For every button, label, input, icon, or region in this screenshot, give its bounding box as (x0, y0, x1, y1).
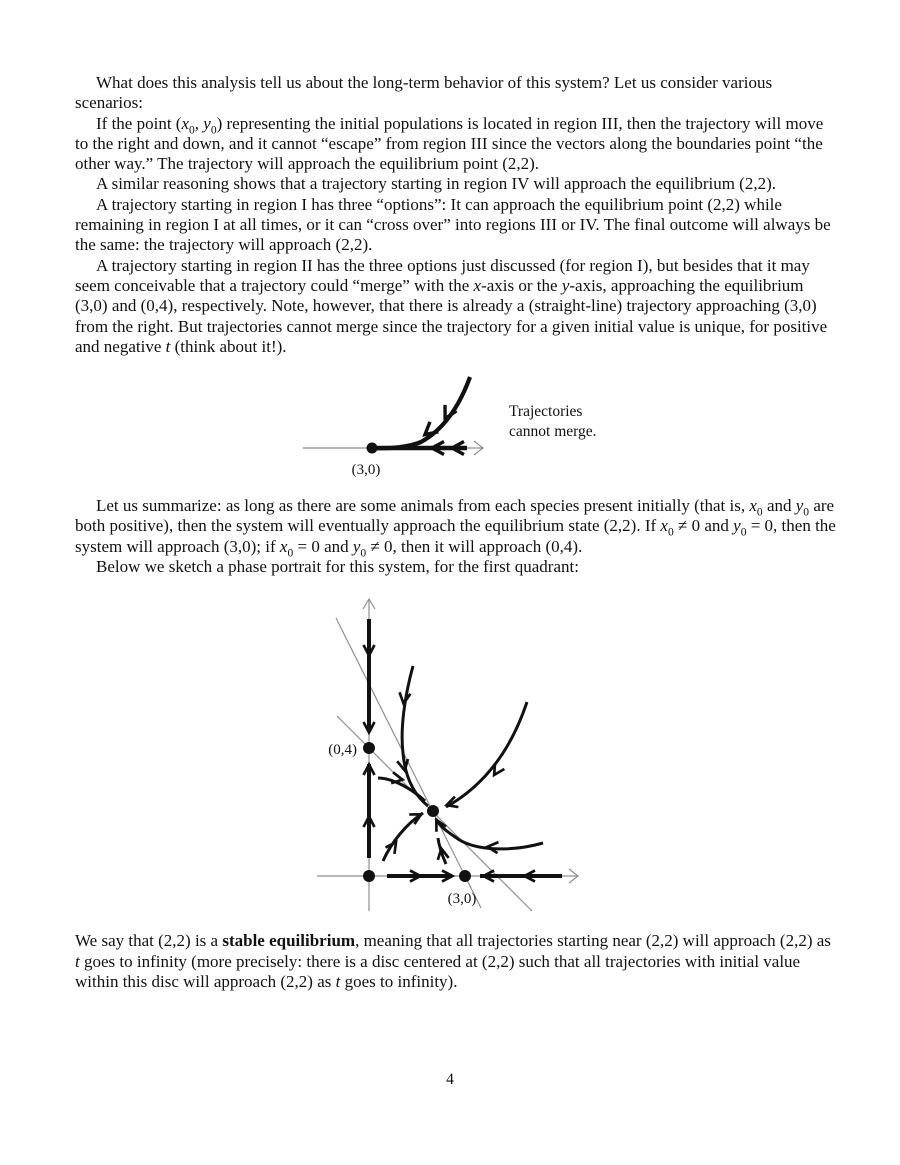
paragraph-summary: Let us summarize: as long as there are some animals from each species present initially (that is, $x_0$ and $y_0$ are both positive), then the system will eventually approach the equilibrium state (2,2). If $x_0 \ne 0$ and $y_0 = 0$, then the system will approach (3,0); if $x_0 = 0$ and $y_0 \ne 0$, then it will approach (0,4). (75, 496, 836, 560)
equilibrium-point-3-0 (367, 443, 378, 454)
paragraph-region-4: A similar reasoning shows that a trajectory starting in region IV will approach the equilibrium (2,2). (96, 174, 776, 194)
figure-phase-portrait (75, 590, 837, 915)
paragraph-stable-equilibrium: We say that (2,2) is a stable equilibrium, meaning that all trajectories starting near (2,2) will approach (2,2) as t goes to infinity (more precisely: there is a disc centered at (2,2) such that all trajectories with initial value within this disc will approach (2,2) as t goes to infinity). (75, 931, 831, 991)
equilibrium-point-0-4 (363, 742, 375, 754)
point-label: (3,0) (351, 462, 381, 479)
arrowhead-icon (487, 842, 498, 854)
paragraph-region-1: A trajectory starting in region I has three “options”: It can approach the equilibrium point (2,2) while remaining in region I at all times, or it can “cross over” into regions III or IV. The final outcome will always be the same: the trajectory will approach (2,2). (75, 194, 831, 255)
figure-caption-line2: cannot merge. (509, 423, 597, 441)
paragraph-phase-portrait-intro: Below we sketch a phase portrait for this system, for the first quadrant: (96, 557, 579, 577)
paragraph-region-3: If the point ($x_0$, $y_0$) representing the initial populations is located in region III, then the trajectory will move to the right and down, and it cannot “escape” from region III since the vectors along the boundaries point “the other way.” The trajectory will approach the equilibrium point (2,2). (75, 113, 824, 174)
equilibrium-point-3-0 (459, 870, 471, 882)
label-0-4: (0,4) (328, 742, 357, 759)
figure-trajectories-cannot-merge (75, 372, 837, 479)
nullcline-steep (336, 618, 481, 908)
page-number: 4 (446, 1071, 454, 1088)
phase-portrait-canvas (300, 590, 600, 915)
equilibrium-point-2-2 (427, 805, 439, 817)
interior-trajectories (378, 666, 543, 864)
label-3-0: (3,0) (447, 891, 477, 908)
text-column (75, 73, 837, 992)
paragraph-region-2: A trajectory starting in region II has the three options just discussed (for region I), but besides that it may seem conceivable that a trajectory could “merge” with the x-axis or the y-axis, approaching the equilibrium (3,0) and (0,4), respectively. Note, however, that there is already a (straight-line) trajectory approaching (3,0) from the right. But trajectories cannot merge since the trajectory for a given initial value is unique, for positive and negative t (think about it!). (75, 255, 828, 356)
trajectory-curve (374, 377, 470, 448)
equilibrium-point-origin (363, 870, 375, 882)
paragraph-intro: What does this analysis tell us about the long-term behavior of this system? Let us consider various scenarios: (75, 73, 773, 113)
figure-caption-line1: Trajectories (509, 403, 583, 421)
merge-figure-canvas (300, 372, 600, 479)
